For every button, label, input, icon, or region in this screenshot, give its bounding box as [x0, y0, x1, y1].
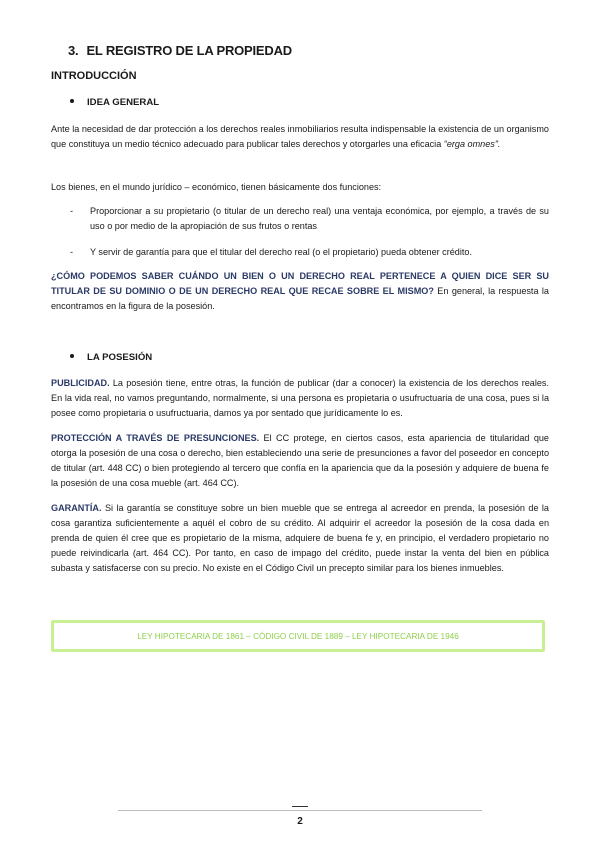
section-number: 3. — [68, 43, 79, 58]
question-text: ¿CÓMO PODEMOS SABER CUÁNDO UN BIEN O UN DERECHO REAL PERTENECE A QUIEN DICE SER SU TITULAR DE SU DOMINIO O DE UN DERECHO REAL QUE RECAE SOBRE EL MISMO? — [51, 271, 549, 296]
list-item-text: Proporcionar a su propietario (o titular de un derecho real) una ventaja económica, por ejemplo, a través de su uso o por medio de la apropiación de sus frutos o rentas — [90, 206, 549, 231]
bullet-icon — [70, 354, 74, 358]
dash-marker: - — [70, 247, 74, 257]
functions-paragraph: Los bienes, en el mundo jurídico – económico, tienen básicamente dos funciones: — [51, 182, 382, 192]
erga-omnes-text: “erga omnes”. — [443, 139, 501, 149]
section-title — [68, 43, 292, 58]
intro-paragraph-text: Ante la necesidad de dar protección a los derechos reales inmobiliarios resulta indispensable la existencia de un organismo que constituya un medio técnico adecuado para publicar tales derechos y otorgarles una eficacia — [51, 124, 549, 149]
page-number: 2 — [297, 816, 303, 827]
section-title-text: EL REGISTRO DE LA PROPIEDAD — [86, 43, 292, 58]
question-paragraph — [51, 269, 549, 314]
proteccion-text: El CC protege, en ciertos casos, esta apariencia de titularidad que otorga la posesión de una cosa o derecho, bien estableciendo una serie de presunciones a favor del poseedor en concepto de titular (art. 448 CC) o bien protegiendo al tercero que confía en la apariencia que da la posesión y adquiere de buena fe la posesión de una cosa mueble (art. 464 CC). — [51, 433, 549, 488]
proteccion-lead: PROTECCIÓN A TRAVÉS DE PRESUNCIONES. — [51, 433, 260, 443]
idea-general-heading-text: IDEA GENERAL — [87, 97, 160, 108]
dash-marker: - — [70, 206, 74, 216]
idea-general-heading — [70, 97, 159, 108]
proteccion-paragraph — [51, 431, 549, 491]
law-timeline-box — [51, 620, 545, 652]
garantia-paragraph — [51, 501, 549, 576]
publicidad-lead: PUBLICIDAD. — [51, 378, 110, 388]
bullet-icon — [70, 99, 74, 103]
footer-mark — [292, 806, 308, 807]
posesion-heading — [70, 352, 152, 363]
intro-paragraph — [51, 122, 549, 152]
answer-text: En general, la respuesta la encontramos en la figura de la posesión. — [51, 286, 549, 311]
list-item — [70, 245, 549, 260]
law-timeline-text: LEY HIPOTECARIA DE 1861 – CÓDIGO CIVIL DE 1889 – LEY HIPOTECARIA DE 1946 — [137, 631, 459, 641]
publicidad-paragraph — [51, 376, 549, 421]
publicidad-text: La posesión tiene, entre otras, la función de publicar (dar a conocer) la existencia de los derechos reales. En la vida real, no vamos preguntando, normalmente, si una persona es propietaria o usufructuaria de una cosa, pues si la posee como propietaria o usufructuaria, damos ya por sentado que jurídicamente lo es. — [51, 378, 549, 418]
list-item — [70, 204, 549, 234]
footer-divider — [118, 810, 482, 811]
intro-heading: INTRODUCCIÓN — [51, 70, 137, 82]
garantia-lead: GARANTÍA. — [51, 503, 102, 513]
list-item-text: Y servir de garantía para que el titular del derecho real (o el propietario) pueda obtener crédito. — [90, 247, 472, 257]
garantia-text: Si la garantía se constituye sobre un bien mueble que se entrega al acreedor en prenda, la posesión de la cosa garantiza suficientemente a aquél el cobro de su crédito. Al adquirir el acreedor la posesión de la cosa dada en prenda de quien él cree que es propietario de la misma, adquiere de buena fe y, en principio, el verdadero propietario no puede reivindicarla (art. 464 CC). Por tanto, en caso de impago del crédito, puede instar la venta del bien en pública subasta y satisfacerse con su precio. No existe en el Código Civil un precepto similar para los bienes inmuebles. — [51, 503, 549, 573]
posesion-heading-text: LA POSESIÓN — [87, 352, 153, 363]
